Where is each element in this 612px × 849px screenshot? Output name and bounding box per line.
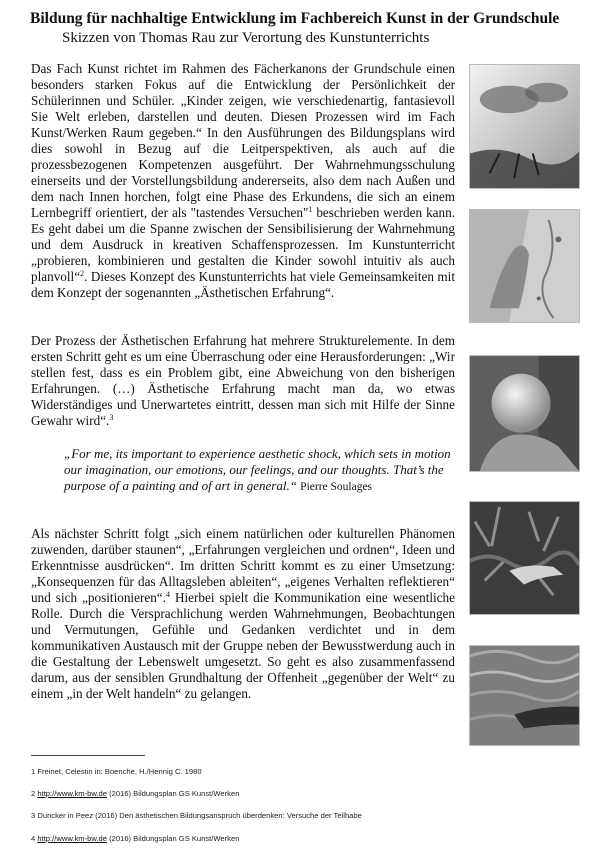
paragraph-aesthetic-experience [31, 333, 455, 429]
paragraph-text: Hierbei spielt die Kommunikation eine wesentliche Rolle. Durch die Versprachlichung werden Wahrnehmungen, Beobachtungen und Vermutungen, Gefühle und Gedanken verdichtet und in dem kommunikativen Austausch mit der Gruppe neben der Bewusstwerdung auch in die Gestaltung der Lebenswelt umgesetzt. So geht es also zusammenfassend darum, aus der sensiblen Grundhaltung der Offenheit „gegenüber der Welt“ zu einem „in der Welt handeln“ zu gelangen. [31, 590, 455, 701]
photo-hands-in-sand [469, 64, 580, 189]
photo-hand-on-rock [469, 209, 580, 323]
paragraph-text: Das Fach Kunst richtet im Rahmen des Fächerkanons der Grundschule einen besonders starken Fokus auf die Entwicklung der Persönlichkeit der Schülerinnen und Schüler. „Kinder zeigen, wie verschiedenartig, fantasievoll Sie Welt erleben, darstellen und deuten. Diesen Prozessen wird im Fach Kunst/Werken Raum gegeben.“ In den Ausführungen des Bildungsplans wird dies sowohl in Bezug auf die Leitperspektiven, als auch auf die prozessbezogenen Kompetenzen ausgeführt. Der Wahrnehmungsschulung einerseits und der Vorstellungsbildung andererseits, also dem nach Außen und dem nach Innen horchen, folgt eine Phase des Erkundens, die sich an einem Lernbegriff orientiert, der als "tastendes Versuchen" [31, 61, 455, 220]
footnote-4 [31, 834, 531, 844]
footnote-text: (2016) Bildungsplan GS Kunst/Werken [109, 789, 240, 798]
paragraph-text: Als nächster Schritt folgt „sich einem natürlichen oder kulturellen Phänomen zuwenden, darüber staunen“, „Erfahrungen vergleichen und ordnen“, Ideen und Erkenntnisse ausdrücken“. Im dritten Schritt kommt es zu einer Umsetzung: „Konsequenzen für das Alltagsleben ableiten“, „eigenes Verhalten reflektieren“ und sich „positionieren“. [31, 526, 455, 605]
photo-hand-pointing-plants-image [470, 502, 579, 614]
footnote-text: (2016) Bildungsplan GS Kunst/Werken [109, 834, 240, 843]
photo-hand-pointing-plants [469, 501, 580, 615]
footnote-ref-4: 4 [165, 590, 170, 599]
footnote-text: Duncker in Peez (2016) Den ästhetischen Bildungsanspruch überdenken: Versuche der Teilhabe [37, 811, 362, 820]
paragraph-text: . Dieses Konzept des Kunstunterrichts hat viele Gemeinsamkeiten mit dem Konzept der sogenannten „Ästhetischen Erfahrung“. [31, 269, 455, 300]
footnote-divider [31, 755, 145, 756]
photo-hand-over-water-image [470, 646, 579, 745]
footnote-2 [31, 789, 531, 799]
photo-hands-in-sand-image [470, 65, 579, 188]
paragraph-next-steps [31, 526, 455, 702]
footnote-ref-3: 3 [109, 413, 114, 422]
photo-hand-on-rock-image [470, 210, 579, 322]
quote-block [64, 446, 456, 495]
footnote-number: 3 [31, 811, 36, 820]
footnote-link[interactable]: http://www.km-bw.de [37, 789, 107, 798]
footnote-ref-1: 1 [308, 205, 313, 214]
photo-hand-with-ball-image [470, 356, 579, 471]
quote-author: Pierre Soulages [300, 481, 373, 493]
page-title: Bildung für nachhaltige Entwicklung im Fachbereich Kunst in der Grundschule [30, 10, 560, 27]
page-subtitle: Skizzen von Thomas Rau zur Verortung des Kunstunterrichts [62, 30, 430, 46]
photo-hand-with-ball [469, 355, 580, 472]
footnote-ref-2: 2 [80, 269, 85, 278]
paragraph-text: Der Prozess der Ästhetischen Erfahrung hat mehrere Strukturelemente. In dem ersten Schritt geht es um eine Überraschung oder eine Herausforderungen: „Wir stellen fest, dass es ein Problem gibt, eine Abweichung von den bisherigen Erfahrungen. (…) Ästhetische Erfahrung macht man da, wo etwas Widerständiges und Unerwartetes eintritt, dessen man sich mit Hilfe der Sinne Gewahr wird“. [31, 333, 455, 428]
footnote-number: 2 [31, 789, 36, 798]
footnote-3 [31, 811, 531, 821]
paragraph-text: beschrieben werden kann. Es geht dabei um die Spanne zwischen der Sensibilisierung der Wahrnehmung und dem Ausdruck in kreativen Schaffensprozessen. Im Kunstunterricht „probieren, kombinieren und gestalten die Kinder sowohl intuitiv als auch planvoll“ [31, 205, 455, 284]
footnote-link[interactable]: http://www.km-bw.de [37, 834, 107, 843]
photo-hand-over-water [469, 645, 580, 746]
footnote-1 [31, 767, 531, 777]
footnote-number: 1 [31, 767, 36, 776]
paragraph-intro [31, 61, 455, 301]
footnote-text: Freinet, Celestin in: Boenche, H./Hennig C. 1980 [37, 767, 202, 776]
quote-text: „For me, its important to experience aesthetic shock, which sets in motion our imagination, our emotions, our feelings, and our thoughts. That’s the purpose of a painting and of art in general.“ [64, 446, 451, 493]
footnote-number: 4 [31, 834, 36, 843]
